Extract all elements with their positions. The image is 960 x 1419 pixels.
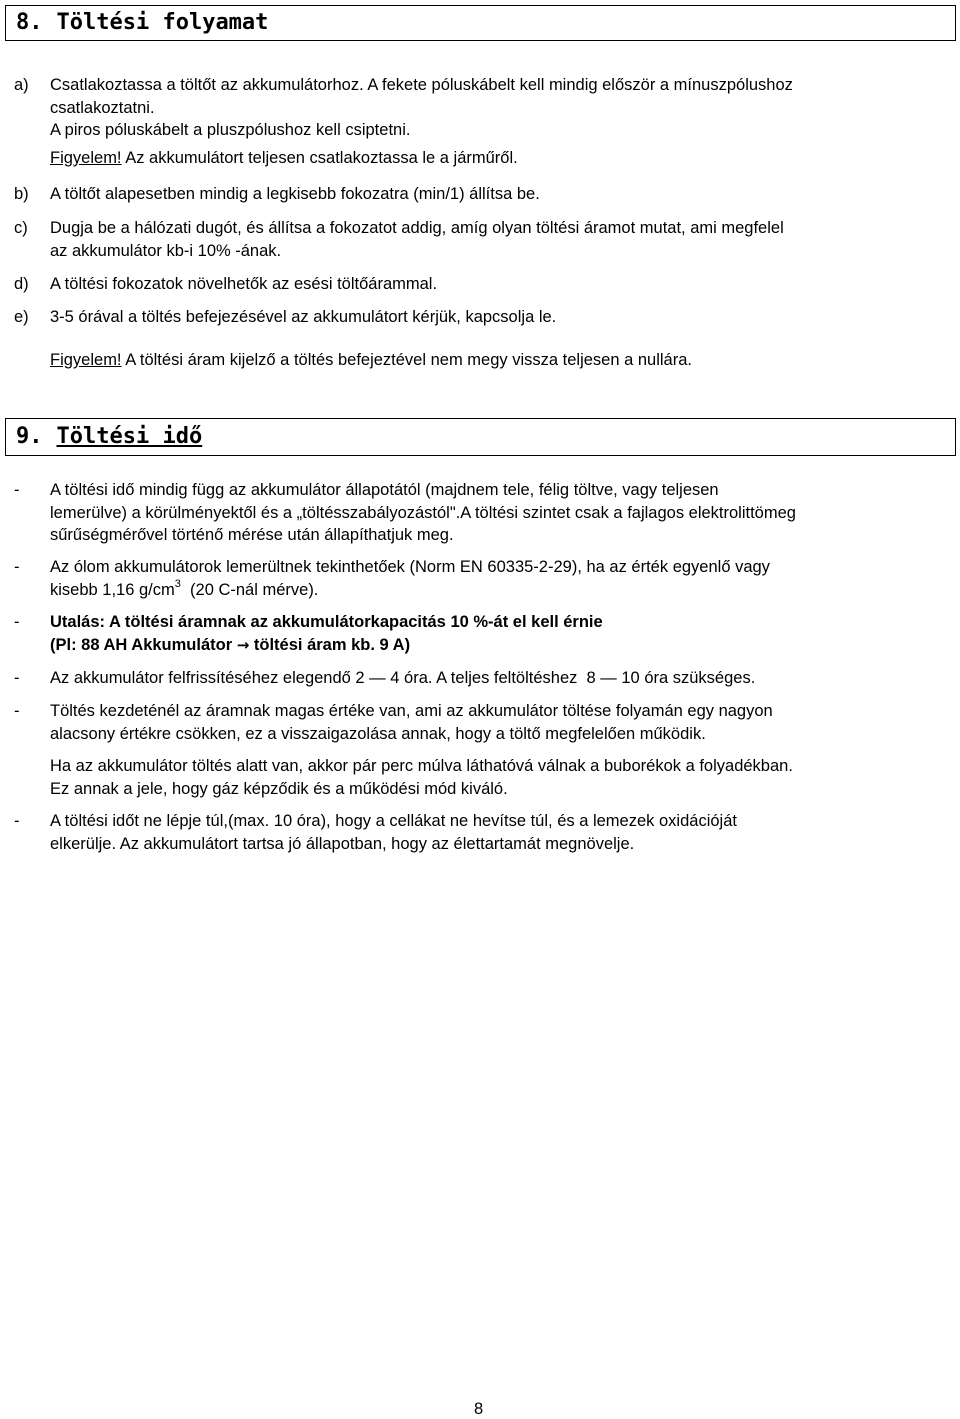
section-9-number: 9. — [16, 424, 43, 449]
paragraph-6 — [14, 755, 944, 800]
item-c-line-2: az akkumulátor kb-i 10% -ának. — [50, 241, 282, 260]
dash-marker: - — [14, 481, 20, 499]
list-item-d — [14, 273, 944, 296]
section-9-header-box — [5, 418, 956, 456]
list-marker-e: e) — [14, 308, 29, 326]
list-item-e — [14, 306, 944, 329]
section-8-title: Töltési folyamat — [56, 10, 269, 35]
p5-line-2: alacsony értékre csökken, ez a visszaigazolása annak, hogy a töltő megfelelően működik. — [50, 724, 706, 743]
item-d-text: A töltési fokozatok növelhetők az esési töltőárammal. — [50, 275, 438, 293]
p6-line-1: Ha az akkumulátor töltés alatt van, akkor pár perc múlva láthatóvá válnak a buborékok a folyadékban. — [50, 757, 793, 775]
bullet-item-1 — [14, 479, 944, 547]
list-item-a — [14, 74, 944, 169]
item-a-warning — [50, 147, 944, 170]
bullet-item-7 — [14, 810, 944, 855]
bullet-item-5 — [14, 700, 944, 745]
p1-line-1: A töltési idő mindig függ az akkumulátor állapotától (majdnem tele, félig töltve, vagy teljesen — [50, 481, 719, 499]
section-8-number: 8. — [16, 10, 43, 35]
page-number: 8 — [474, 1400, 484, 1418]
dash-marker: - — [14, 558, 20, 576]
bullet-item-2 — [14, 556, 944, 601]
item-c-line-1: Dugja be a hálózati dugót, és állítsa a fokozatot addig, amíg olyan töltési áramot mutat, ami megfelel — [50, 219, 784, 237]
dash-marker: - — [14, 702, 20, 720]
section-9-title: Töltési idő — [56, 424, 203, 449]
bullet-item-4 — [14, 667, 944, 690]
section-8-heading — [16, 9, 268, 37]
list-item-c — [14, 217, 944, 262]
p3-line-2-post: töltési áram kb. 9 A) — [249, 635, 411, 654]
right-arrow-icon: → — [236, 635, 250, 654]
p6-line-2: Ez annak a jele, hogy gáz képződik és a működési mód kiváló. — [50, 779, 508, 798]
dash-marker: - — [14, 613, 20, 631]
warning-label-2: Figyelem! — [50, 351, 122, 369]
p5-line-1: Töltés kezdeténél az áramnak magas értéke van, ami az akkumulátor töltése folyamán egy nagyon — [50, 702, 773, 720]
item-a-line-3: A piros póluskábelt a pluszpólushoz kell csiptetni. — [50, 121, 411, 139]
list-marker-d: d) — [14, 275, 29, 293]
section-9-heading — [16, 423, 202, 451]
bullet-item-3 — [14, 611, 944, 656]
warning-note-2 — [50, 349, 692, 372]
p2-line-1: Az ólom akkumulátorok lemerültnek tekinthetőek (Norm EN 60335-2-29), ha az érték egyenlő vagy — [50, 558, 770, 576]
list-marker-b: b) — [14, 185, 29, 203]
list-marker-a: a) — [14, 76, 29, 94]
p3-line-1: Utalás: A töltési áramnak az akkumulátorkapacitás 10 %-át el kell érnie — [50, 613, 603, 631]
p3-line-2-pre: (Pl: 88 AH Akkumulátor — [50, 635, 237, 654]
p1-line-2: lemerülve) a körülményektől és a „töltésszabályozástól".A töltési szintet csak a fajlagos elektrolittömeg — [50, 503, 796, 522]
p2-line-2-pre: kisebb 1,16 g/cm — [50, 580, 175, 599]
p1-line-3: sűrűségmérővel történő mérése után állapíthatjuk meg. — [50, 526, 454, 544]
p7-line-1: A töltési időt ne lépje túl,(max. 10 óra), hogy a cellákat ne hevítse túl, és a lemezek oxidációját — [50, 812, 737, 830]
warning-label: Figyelem! — [50, 148, 122, 167]
list-item-b — [14, 183, 944, 206]
list-marker-c: c) — [14, 219, 28, 237]
p2-superscript: 3 — [174, 578, 181, 590]
item-a-line-2: csatlakoztatni. — [50, 98, 155, 117]
p4-text: Az akkumulátor felfrissítéséhez elegendő 2 — 4 óra. A teljes feltöltéshez 8 — 10 óra szükséges. — [50, 669, 756, 687]
dash-marker: - — [14, 669, 20, 687]
section-8-header-box — [5, 5, 956, 41]
item-e-text: 3-5 órával a töltés befejezésével az akkumulátort kérjük, kapcsolja le. — [50, 308, 557, 326]
item-a-line-1: Csatlakoztassa a töltőt az akkumulátorhoz. A fekete póluskábelt kell mindig először a mínuszpólushoz — [50, 76, 793, 94]
warning-text: Az akkumulátort teljesen csatlakoztassa le a járműről. — [121, 148, 518, 167]
dash-marker: - — [14, 812, 20, 830]
warning-text-2: A töltési áram kijelző a töltés befejeztével nem megy vissza teljesen a nullára. — [121, 351, 692, 369]
p2-line-2-post: (20 C-nál mérve). — [180, 580, 319, 599]
p7-line-2: elkerülje. Az akkumulátort tartsa jó állapotban, hogy az élettartamát megnövelje. — [50, 834, 635, 853]
p2-line-2 — [50, 579, 944, 602]
p3-line-2 — [50, 634, 944, 657]
item-b-text: A töltőt alapesetben mindig a legkisebb fokozatra (min/1) állítsa be. — [50, 185, 540, 203]
